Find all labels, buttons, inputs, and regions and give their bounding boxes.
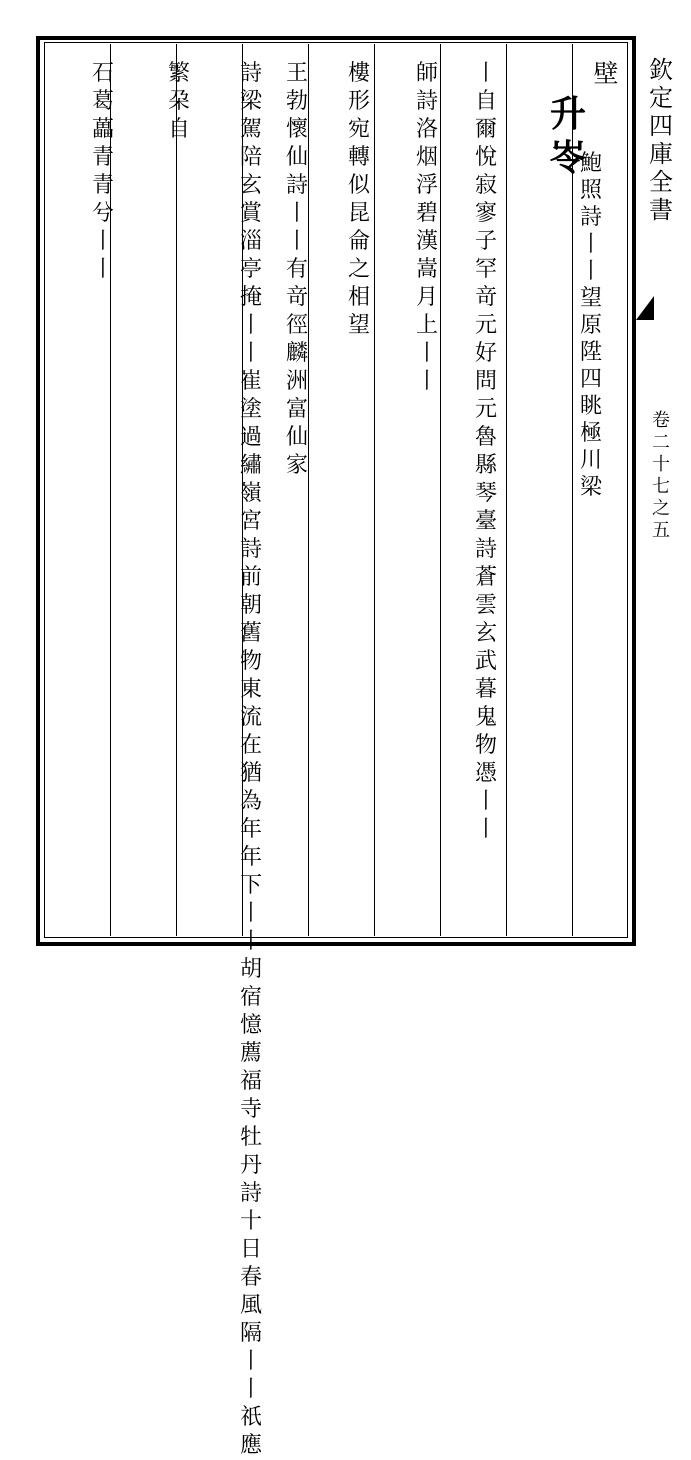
text-column-5 xyxy=(346,60,372,340)
text-column-6 xyxy=(284,60,310,480)
column-text: 師詩洛烟浮碧漢嵩月上丨丨 xyxy=(415,61,438,394)
column-text: 鮑照詩丨丨望原陞四眺極川梁 xyxy=(580,151,603,500)
column-text: 繁朶自 xyxy=(167,61,190,142)
column-text: 石葛藟青青兮丨丨 xyxy=(91,61,114,282)
column-rule xyxy=(506,44,507,936)
column-text: 王勃懷仙詩丨丨有竒徑麟洲富仙家 xyxy=(285,61,308,478)
book-title-text: 欽定四庫全書 xyxy=(649,56,673,224)
column-text: 詩梁駕陪玄賞淄亭掩丨丨崔塗過繡嶺宮詩前朝舊物東流在猶為年年下丨丨胡宿憶薦福寺牡丹詩十日春風隔丨丨祇應 xyxy=(239,61,262,1458)
column-rule xyxy=(440,44,441,936)
volume-label-text: 卷二十七之五 xyxy=(652,410,670,541)
text-column-7 xyxy=(238,60,264,1460)
text-column-1 xyxy=(586,60,626,89)
column-text: 樓形宛轉似昆侖之相望 xyxy=(347,61,370,338)
column-rule xyxy=(176,44,177,936)
volume-label xyxy=(641,410,681,542)
book-title xyxy=(641,56,681,224)
column-text: 壁 xyxy=(593,59,619,88)
text-column-8 xyxy=(166,60,192,144)
text-column-2-body xyxy=(540,150,606,501)
text-column-9 xyxy=(90,60,116,284)
text-column-3 xyxy=(472,60,500,844)
text-column-4 xyxy=(414,60,440,396)
column-rule xyxy=(374,44,375,936)
fish-tail-mark xyxy=(636,296,654,320)
column-text: 丨自爾悅寂寥子罕竒元好問元魯縣琴臺詩蒼雲玄武暮鬼物憑丨丨 xyxy=(474,61,497,842)
entry-heading: 升岺 xyxy=(550,93,587,179)
